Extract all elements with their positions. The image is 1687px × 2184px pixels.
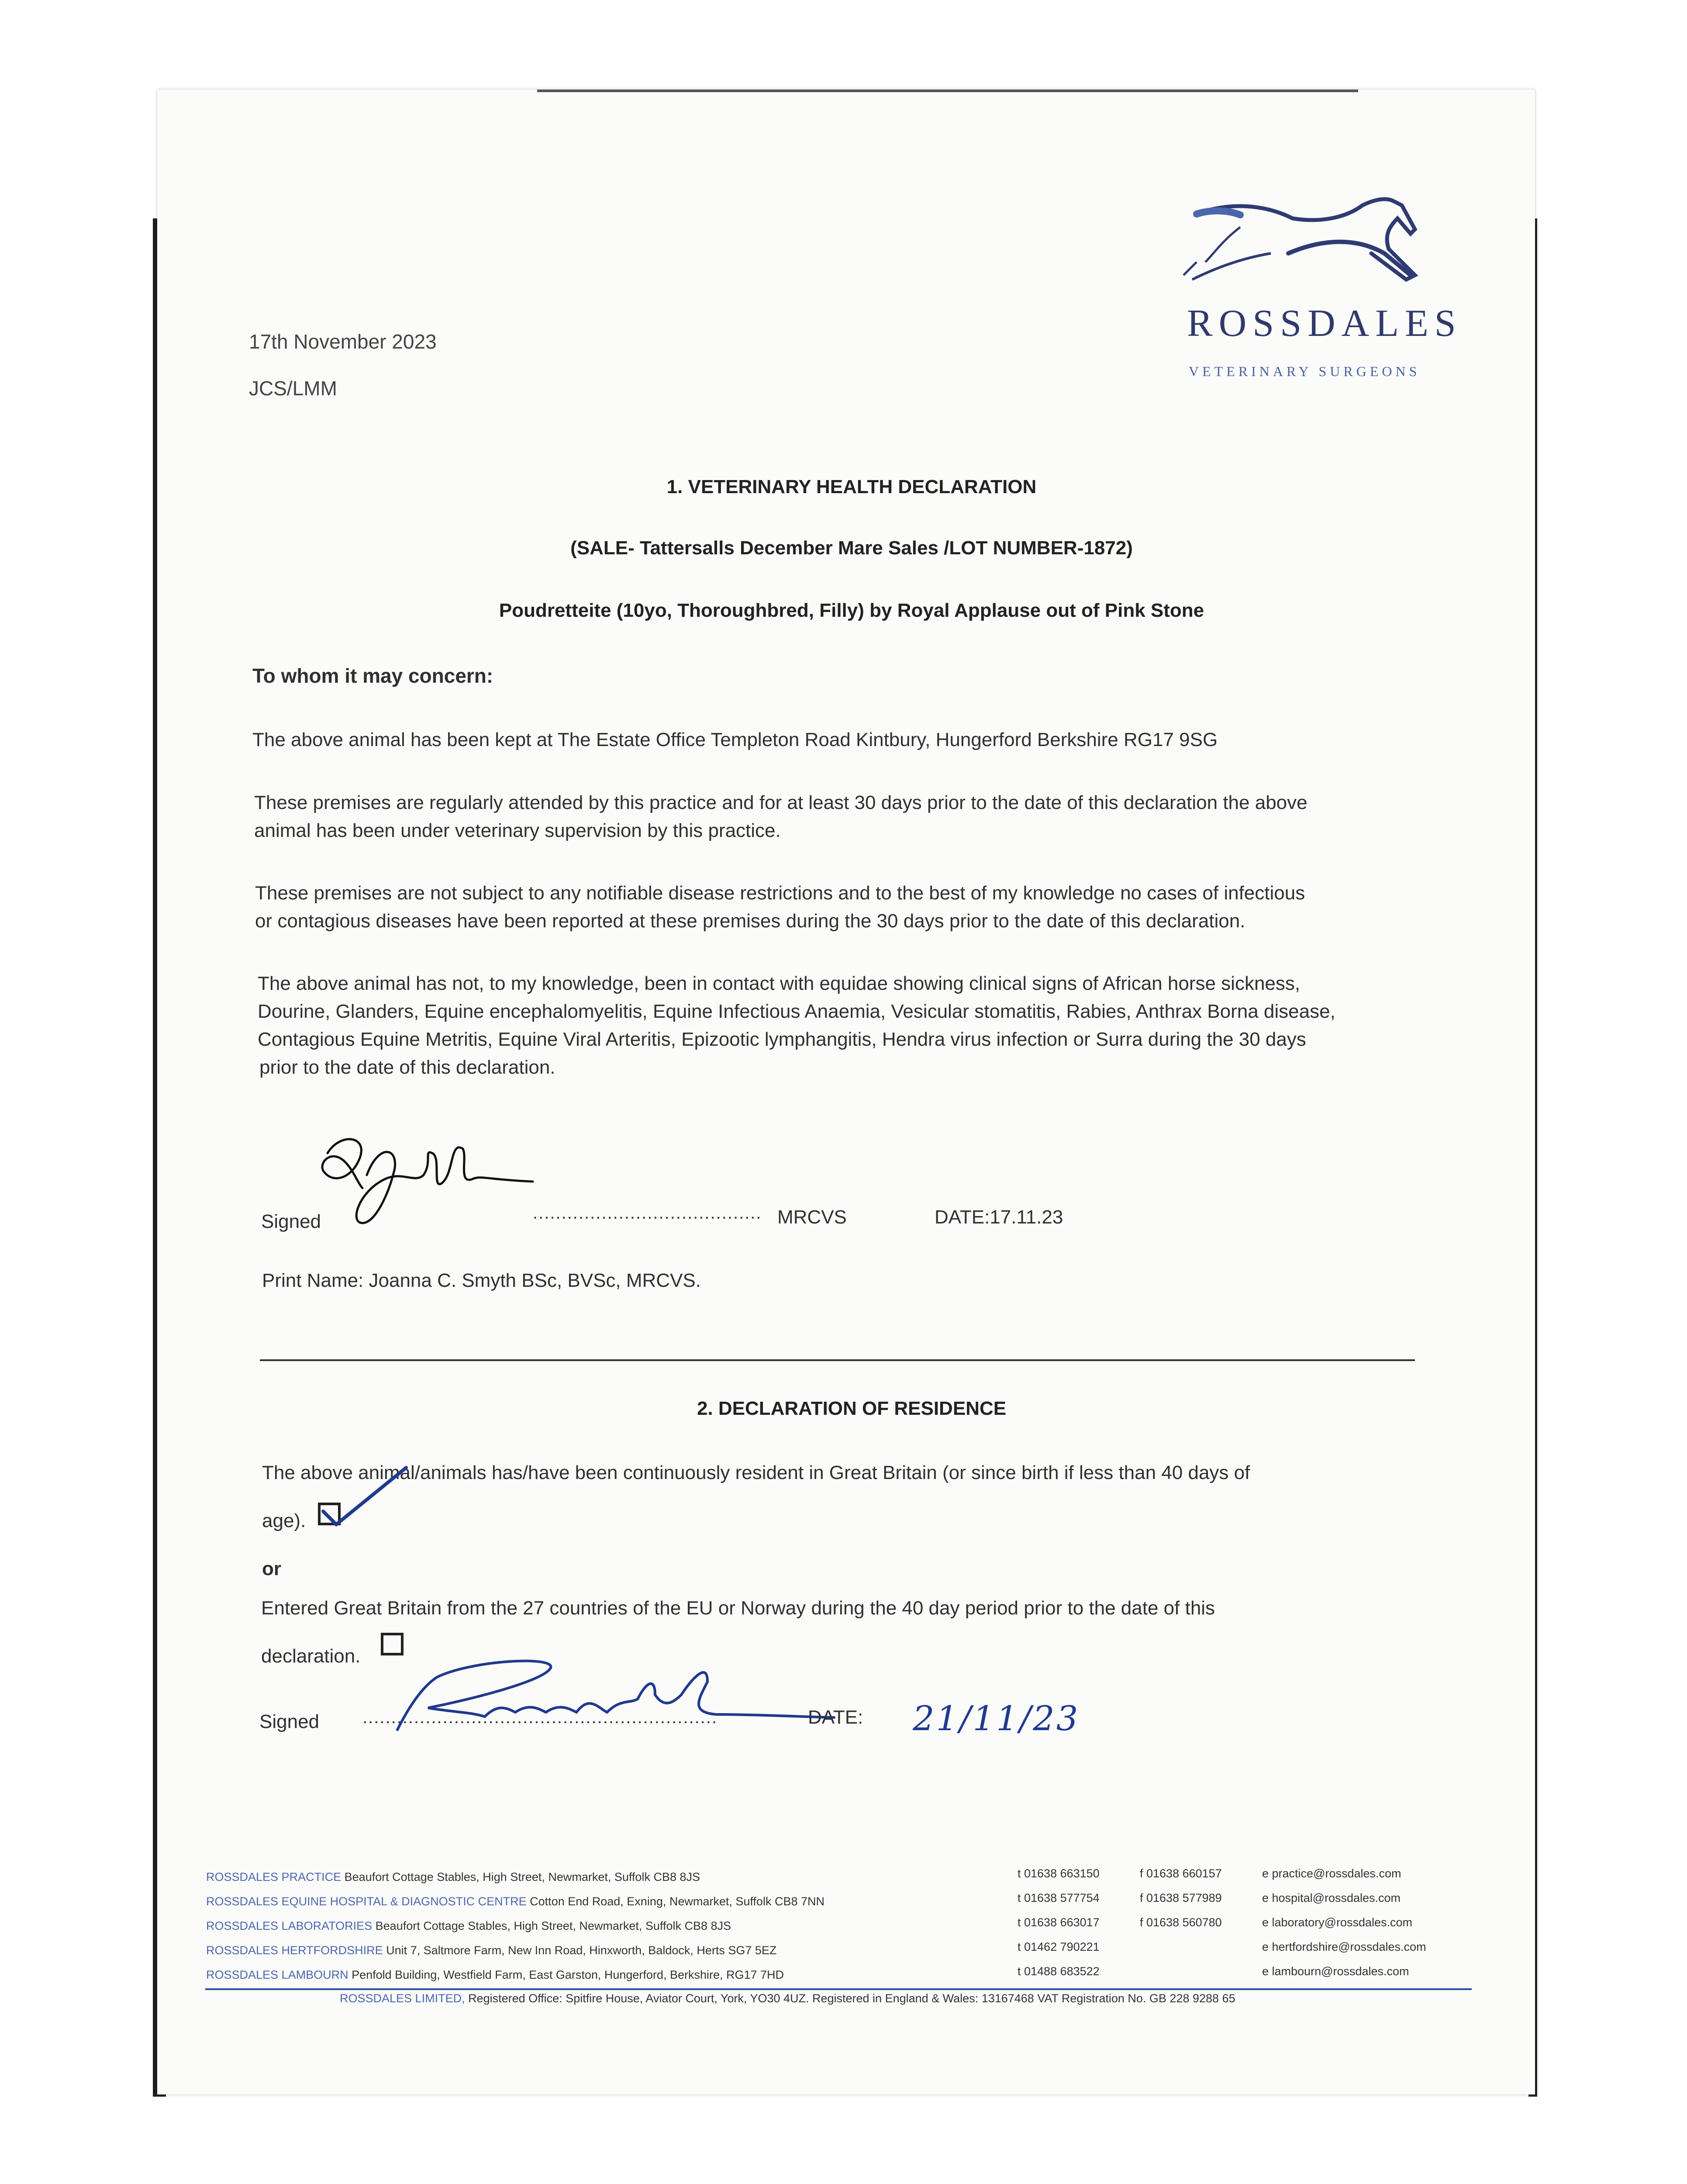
paragraph-restrictions-line1: These premises are not subject to any notifiable disease restrictions and to the best of my knowledge no cases of infectious [255, 882, 1305, 904]
footer-email-2[interactable]: e hospital@rossdales.com [1262, 1891, 1401, 1904]
footer-email-3[interactable]: e laboratory@rossdales.com [1262, 1916, 1413, 1929]
footer-tel-5: t 01488 683522 [1018, 1965, 1100, 1978]
sale-line: (SALE- Tattersalls December Mare Sales /LOT NUMBER-1872) [570, 537, 1133, 559]
owner-signature-line: .............................................................. [362, 1708, 718, 1727]
logo-subtitle: VETERINARY SURGEONS [1189, 363, 1421, 379]
letter-date: 17th November 2023 [249, 330, 437, 353]
footer-email-5[interactable]: e lambourn@rossdales.com [1262, 1965, 1409, 1978]
paragraph-attended-line2: animal has been under veterinary supervision by this practice. [254, 820, 781, 841]
paragraph-contact-line3: Contagious Equine Metritis, Equine Viral Arteritis, Epizootic lymphangitis, Hendra virus infection or Surra during the 30 days [258, 1029, 1306, 1050]
footer-tel-2: t 01638 577754 [1018, 1891, 1100, 1904]
page-top-edge [537, 90, 1358, 92]
footer-location-1: ROSSDALES PRACTICE Beaufort Cottage Stables, High Street, Newmarket, Suffolk CB8 8JS [206, 1870, 700, 1883]
horse-logo-icon [1179, 188, 1424, 306]
residence-option2-line1: Entered Great Britain from the 27 countries of the EU or Norway during the 40 day period prior to the date of this [261, 1597, 1215, 1619]
document-page [157, 90, 1535, 2094]
footer-location-2: ROSSDALES EQUINE HOSPITAL & DIAGNOSTIC CENTRE Cotton End Road, Exning, Newmarket, Suffolk CB8 7NN [206, 1895, 825, 1908]
footer-location-5: ROSSDALES LAMBOURN Penfold Building, Westfield Farm, East Garston, Hungerford, Berkshire, RG17 7HD [206, 1968, 784, 1981]
footer-fax-3: f 01638 560780 [1140, 1916, 1222, 1929]
footer-email-4[interactable]: e hertfordshire@rossdales.com [1262, 1940, 1426, 1953]
footer-email-1[interactable]: e practice@rossdales.com [1262, 1867, 1401, 1880]
horse-line: Poudretteite (10yo, Thoroughbred, Filly) by Royal Applause out of Pink Stone [499, 600, 1204, 621]
footer-rule [205, 1988, 1472, 1990]
owner-signature [384, 1651, 838, 1738]
section-divider [260, 1359, 1415, 1361]
or-label: or [262, 1558, 281, 1579]
salutation: To whom it may concern: [252, 664, 493, 687]
paragraph-restrictions-line2: or contagious diseases have been reported at these premises during the 30 days prior to the date of this declaration. [255, 910, 1245, 932]
letter-reference: JCS/LMM [249, 377, 337, 400]
owner-signed-label: Signed [259, 1711, 320, 1732]
section1-title: 1. VETERINARY HEALTH DECLARATION [666, 476, 1037, 498]
residence-option1-line2: age). [262, 1510, 306, 1531]
section2-title: 2. DECLARATION OF RESIDENCE [697, 1398, 1007, 1419]
paragraph-contact-line2: Dourine, Glanders, Equine encephalomyelitis, Equine Infectious Anaemia, Vesicular stomatitis, Rabies, Anthrax Borna disease, [258, 1001, 1335, 1022]
paragraph-contact-line4: prior to the date of this declaration. [259, 1057, 555, 1078]
residence-option1-line1: The above animal/animals has/have been continuously resident in Great Britain (or since birth if less than 40 days of [262, 1462, 1250, 1483]
footer-location-4: ROSSDALES HERTFORDSHIRE Unit 7, Saltmore Farm, New Inn Road, Hinxworth, Baldock, Herts SG7 5EZ [206, 1944, 777, 1957]
footer-fax-1: f 01638 660157 [1140, 1867, 1222, 1880]
paragraph-contact-line1: The above animal has not, to my knowledge, been in contact with equidae showing clinical signs of African horse sickness, [258, 973, 1301, 994]
vet-signature [314, 1123, 542, 1236]
signed-label: Signed [261, 1211, 321, 1232]
owner-handwritten-date: 21/11/23 [913, 1699, 1080, 1738]
footer-tel-4: t 01462 790221 [1018, 1940, 1100, 1953]
signature-line: ........................................ [533, 1203, 762, 1223]
vet-date: DATE:17.11.23 [935, 1206, 1063, 1228]
footer-location-3: ROSSDALES LABORATORIES Beaufort Cottage Stables, High Street, Newmarket, Suffolk CB8 8JS [206, 1919, 731, 1932]
owner-date-label: DATE: [808, 1707, 863, 1728]
logo-wordmark: ROSSDALES [1187, 302, 1462, 345]
footer-tel-1: t 01638 663150 [1018, 1867, 1100, 1880]
print-name: Print Name: Joanna C. Smyth BSc, BVSc, MRCVS. [262, 1270, 701, 1291]
checkmark-icon [319, 1459, 415, 1533]
mrcvs-label: MRCVS [777, 1206, 847, 1228]
paragraph-attended-line1: These premises are regularly attended by this practice and for at least 30 days prior to the date of this declaration the above [254, 792, 1308, 813]
footer-company-info: ROSSDALES LIMITED, Registered Office: Spitfire House, Aviator Court, York, YO30 4UZ. Registered in England & Wales: 13167468 VAT Registration No. GB 228 9288 65 [340, 1992, 1235, 2005]
residence-option2-line2: declaration. [261, 1645, 361, 1667]
footer-tel-3: t 01638 663017 [1018, 1916, 1100, 1929]
footer-fax-2: f 01638 577989 [1140, 1891, 1222, 1904]
paragraph-kept-at: The above animal has been kept at The Estate Office Templeton Road Kintbury, Hungerford Berkshire RG17 9SG [252, 729, 1218, 750]
